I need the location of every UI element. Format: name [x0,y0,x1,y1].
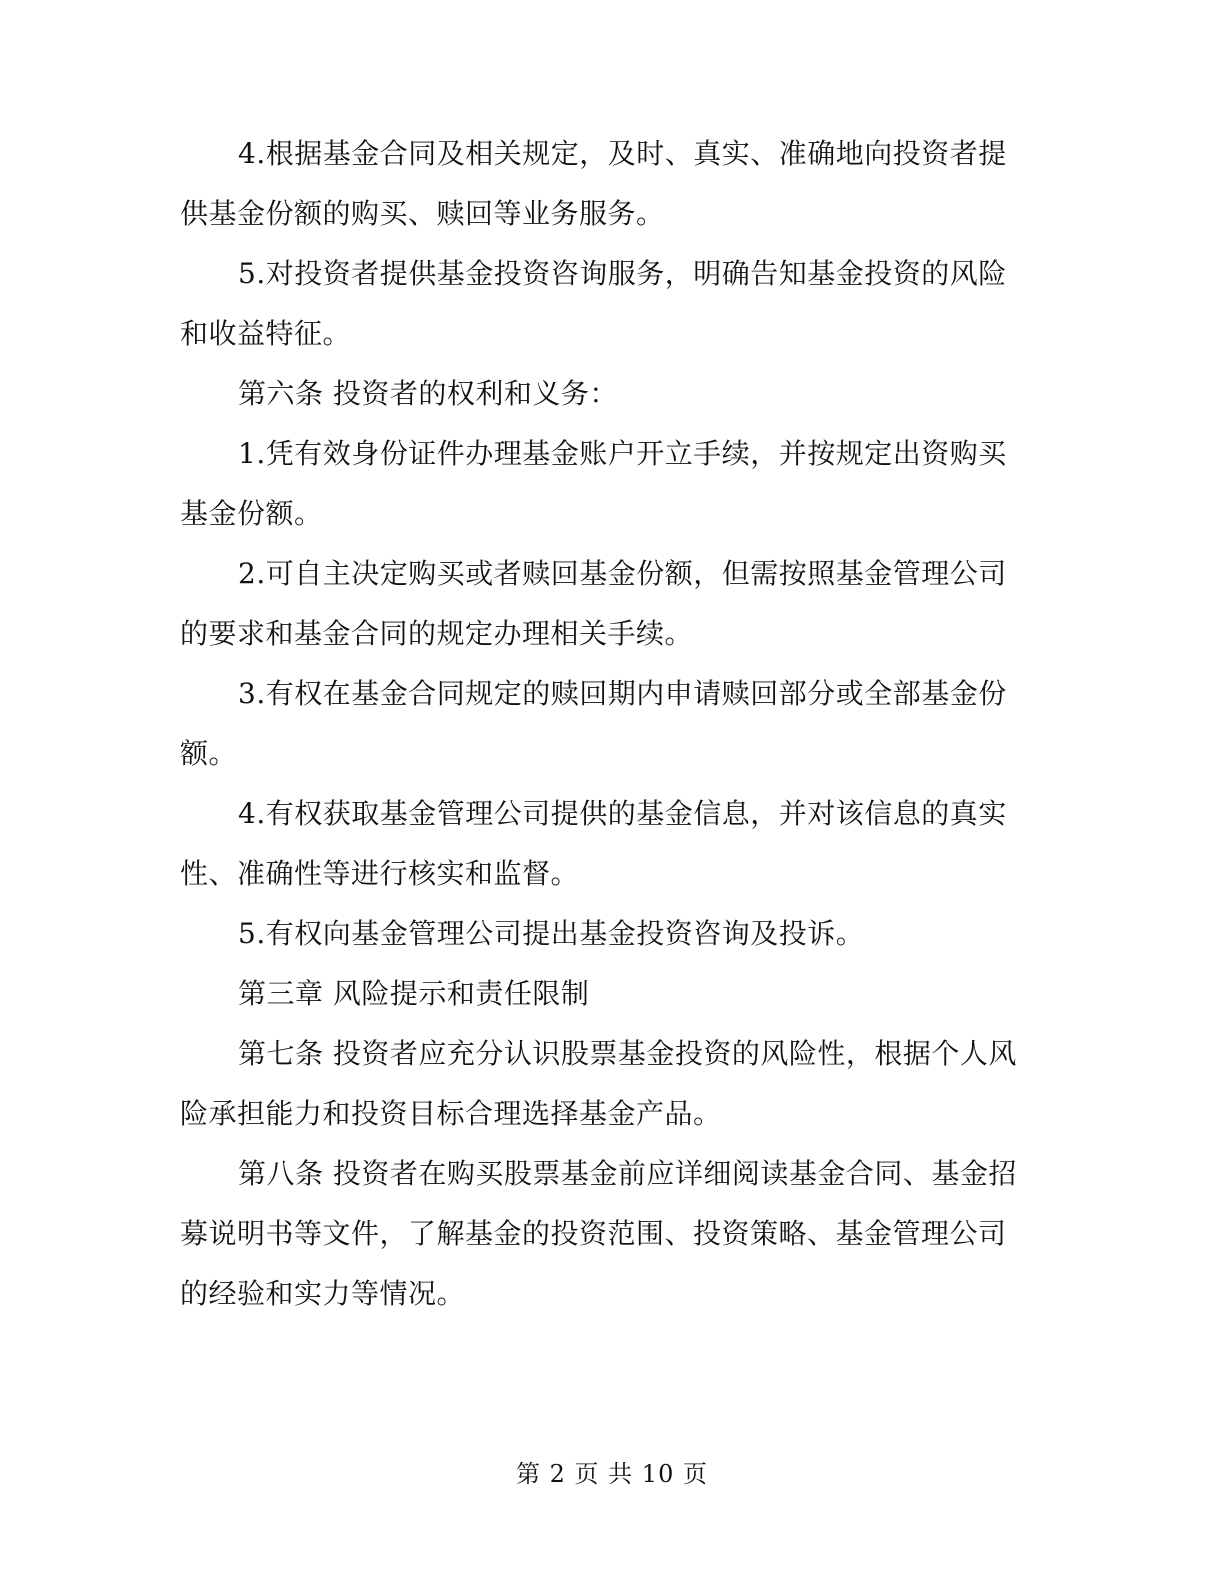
paragraph-item-4-service: 4.根据基金合同及相关规定，及时、真实、准确地向投资者提供基金份额的购买、赎回等业务服务。 [180,137,1007,230]
paragraph-item-5-consulting: 5.对投资者提供基金投资咨询服务，明确告知基金投资的风险和收益特征。 [180,257,1007,350]
paragraph-item-1-account: 1.凭有效身份证件办理基金账户开立手续，并按规定出资购买基金份额。 [180,437,1007,530]
paragraph-item-3-redemption-period: 3.有权在基金合同规定的赎回期内申请赎回部分或全部基金份额。 [180,677,1007,770]
document-body [180,124,1030,1324]
page-number-footer: 第 2 页 共 10 页 [516,1460,708,1488]
article-8-paragraph: 第八条 投资者在购买股票基金前应详细阅读基金合同、基金招募说明书等文件，了解基金的投资范围、投资策略、基金管理公司的经验和实力等情况。 [180,1157,1017,1310]
article-7-paragraph: 第七条 投资者应充分认识股票基金投资的风险性，根据个人风险承担能力和投资目标合理选择基金产品。 [180,1037,1017,1130]
paragraph-item-2-purchase-redeem: 2.可自主决定购买或者赎回基金份额，但需按照基金管理公司的要求和基金合同的规定办理相关手续。 [180,557,1007,650]
paragraph-item-5-complaint: 5.有权向基金管理公司提出基金投资咨询及投诉。 [238,917,865,950]
paragraph-item-4-information: 4.有权获取基金管理公司提供的基金信息，并对该信息的真实性、准确性等进行核实和监督。 [180,797,1007,890]
chapter-3-heading: 第三章 风险提示和责任限制 [238,977,590,1010]
article-6-heading: 第六条 投资者的权利和义务： [238,377,618,410]
